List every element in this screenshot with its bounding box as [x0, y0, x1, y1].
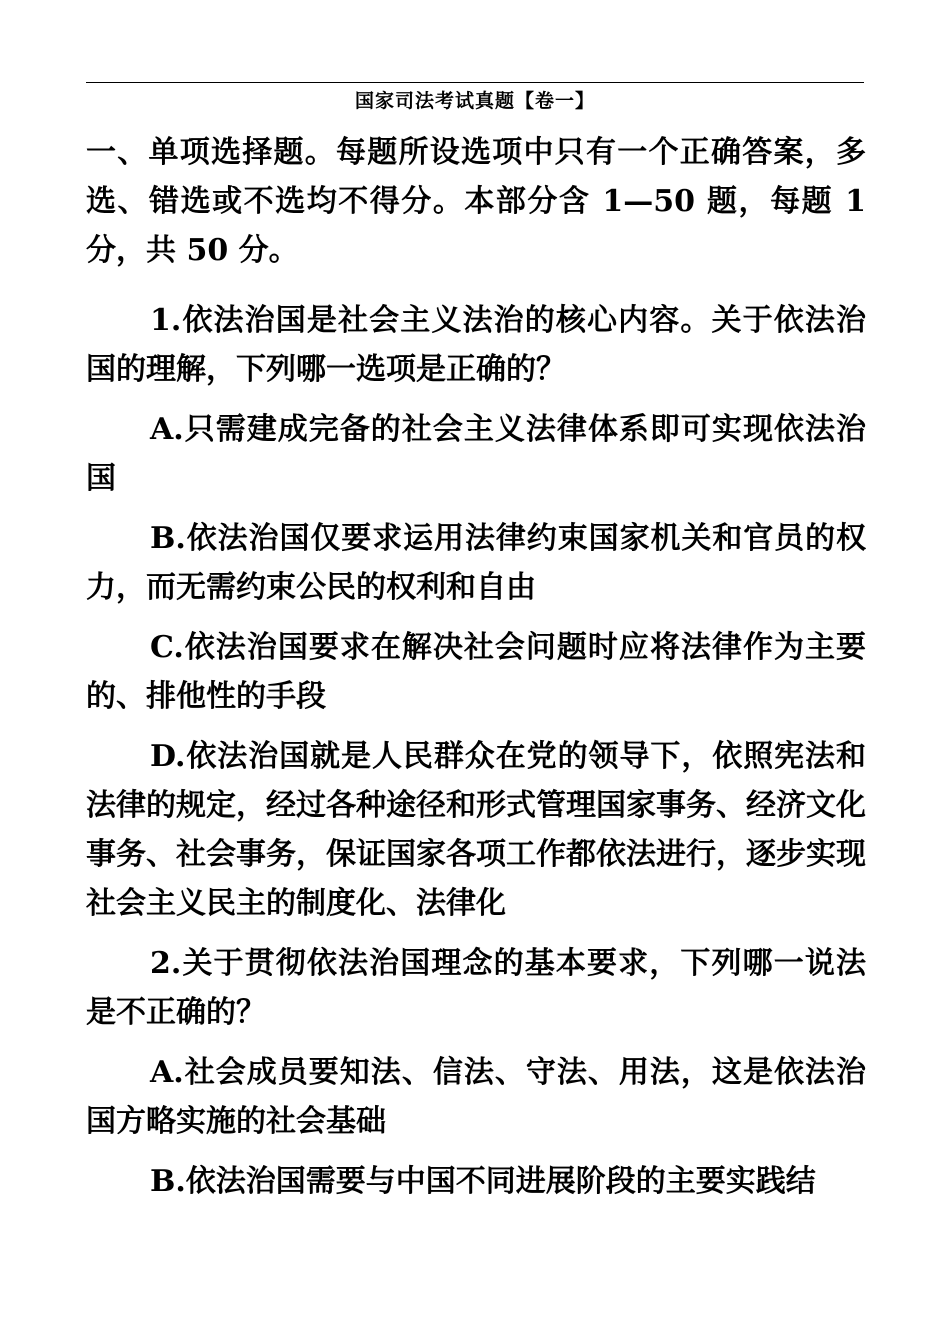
header-rule: [86, 82, 864, 83]
page-header-title: 国家司法考试真题【卷一】: [354, 90, 595, 112]
question-1-option-b: B.依法治国仅要求运用法律约束国家机关和官员的权力，而无需约束公民的权利和自由: [86, 521, 866, 605]
question-2-option-a: A.社会成员要知法、信法、守法、用法，这是依法治国方略实施的社会基础: [86, 1055, 866, 1139]
question-1-option-c: C.依法治国要求在解决社会问题时应将法律作为主要的、排他性的手段: [86, 630, 866, 714]
document-body: [86, 128, 866, 1217]
question-1-option-a: A.只需建成完备的社会主义法律体系即可实现依法治国: [86, 412, 866, 496]
question-2-option-b: B.依法治国需要与中国不同进展阶段的主要实践结: [150, 1164, 816, 1199]
section-intro: 一、单项选择题。每题所设选项中只有一个正确答案，多选、错选或不选均不得分。本部分含 1—50 题，每题 1 分，共 50 分。: [86, 135, 866, 268]
question-1-option-d: D.依法治国就是人民群众在党的领导下，依照宪法和法律的规定，经过各种途径和形式管理国家事务、经济文化事务、社会事务，保证国家各项工作都依法进行，逐步实现社会主义民主的制度化、法律化: [86, 739, 866, 921]
question-1-stem: 1.依法治国是社会主义法治的核心内容。关于依法治国的理解，下列哪一选项是正确的？: [86, 303, 866, 387]
question-2-stem: 2.关于贯彻依法治国理念的基本要求，下列哪一说法是不正确的？: [86, 946, 866, 1030]
